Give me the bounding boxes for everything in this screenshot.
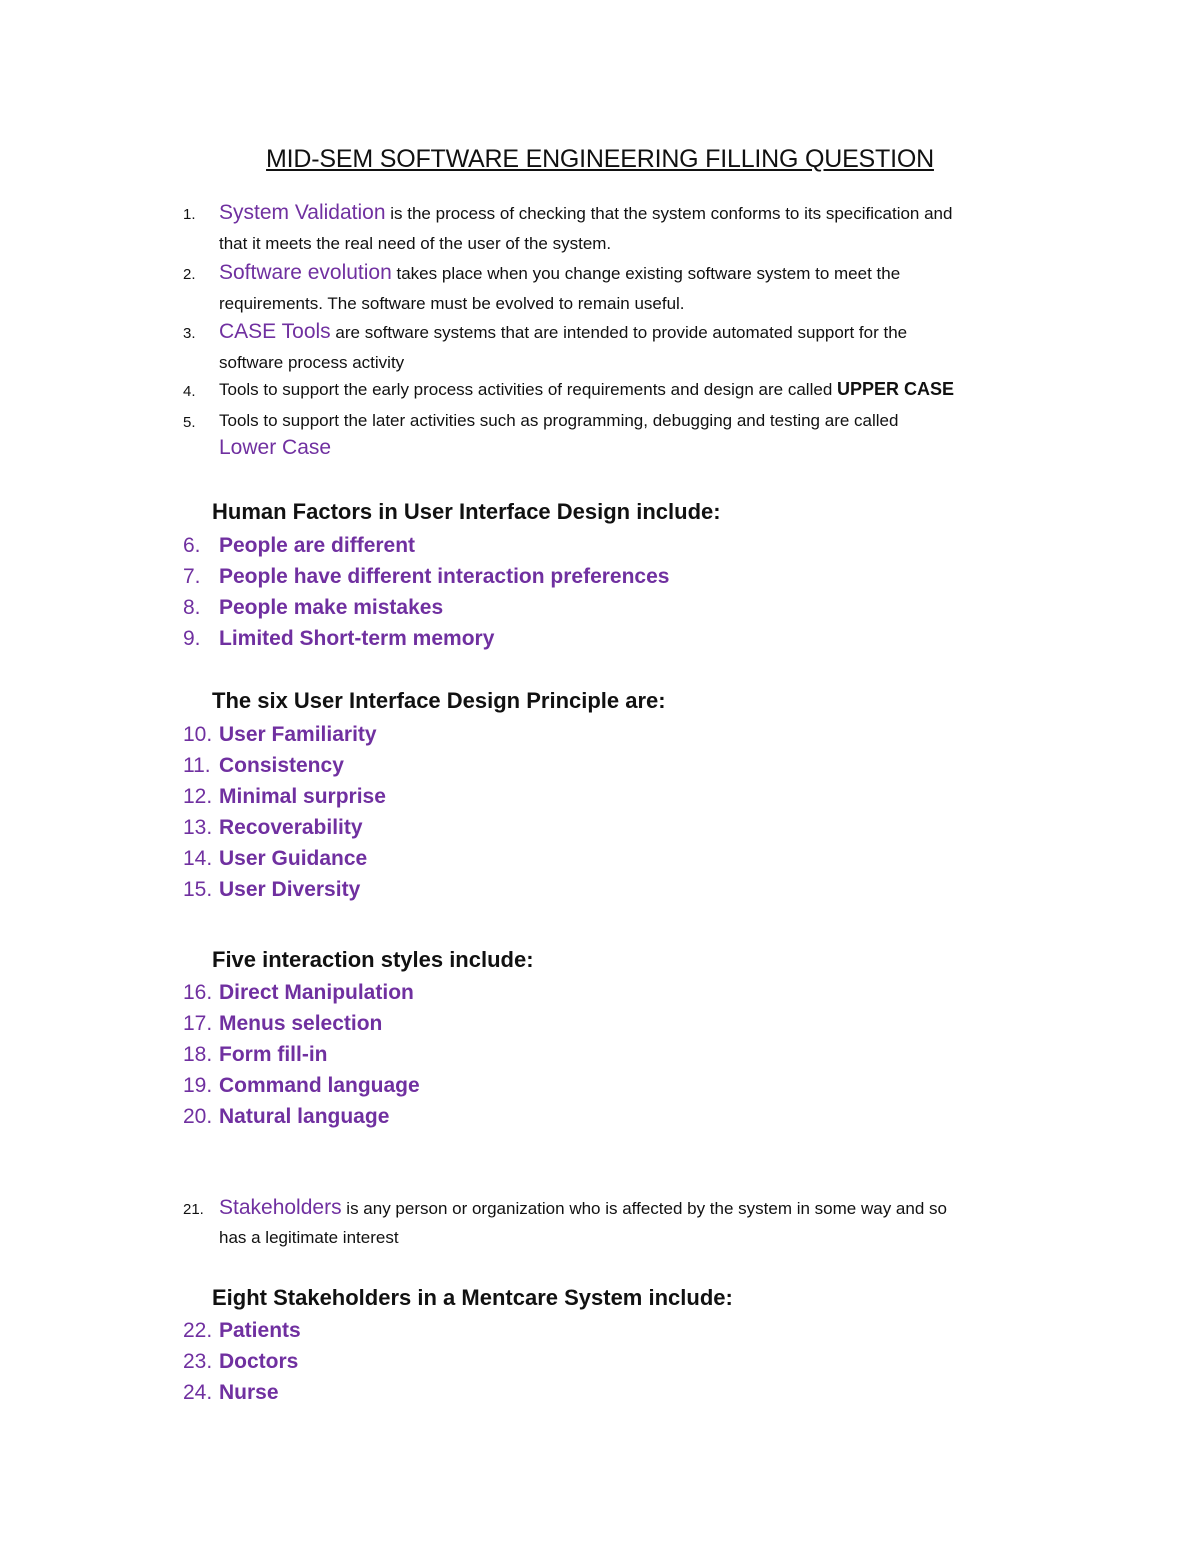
list-item: [183, 1316, 301, 1346]
item-label: Form fill-in: [219, 1043, 328, 1066]
section-heading: Five interaction styles include:: [212, 947, 534, 972]
item-label: User Diversity: [219, 878, 361, 901]
item-label: People are different: [219, 534, 416, 557]
item-line-1: [219, 258, 1063, 288]
item-label: Recoverability: [219, 816, 363, 839]
section-heading: Eight Stakeholders in a Mentcare System include:: [212, 1285, 733, 1310]
bold-term: UPPER CASE: [837, 379, 955, 399]
item-label: Menus selection: [219, 1012, 383, 1035]
item-label: Minimal surprise: [219, 785, 386, 808]
list-item: [183, 782, 386, 812]
list-item: [183, 813, 363, 843]
item-number: 2.: [183, 266, 196, 283]
item-number: 5.: [183, 414, 196, 431]
item-line-2: [219, 436, 1063, 460]
keyword: Stakeholders: [219, 1196, 342, 1219]
item-text: are software systems that are intended to provide automated support for the: [330, 323, 908, 342]
item-label: Natural language: [219, 1105, 390, 1128]
item-label: Command language: [219, 1074, 420, 1097]
item-label: Consistency: [219, 754, 344, 777]
item-number: 18.: [183, 1043, 213, 1066]
item-label: Doctors: [219, 1350, 299, 1373]
list-item: [183, 844, 367, 874]
item-number: 11.: [183, 754, 211, 777]
item-number: 9.: [183, 627, 201, 650]
item-number: 8.: [183, 596, 201, 619]
item-number: 20.: [183, 1105, 213, 1128]
list-item: [183, 562, 669, 592]
section-heading: Human Factors in User Interface Design include:: [212, 499, 721, 524]
item-number: 17.: [183, 1012, 213, 1035]
item-label: Direct Manipulation: [219, 981, 414, 1004]
item-line-1: [219, 375, 1063, 404]
list-item: [183, 751, 344, 781]
list-item: [183, 406, 1063, 468]
item-label: Nurse: [219, 1381, 279, 1404]
list-item: [183, 1378, 279, 1408]
list-item: [183, 1102, 389, 1132]
keyword: CASE Tools: [219, 320, 331, 343]
item-number: 21.: [183, 1201, 204, 1218]
list-item: [183, 624, 494, 654]
list-item: [183, 875, 360, 905]
item-number: 14.: [183, 847, 213, 870]
keyword: Lower Case: [219, 436, 332, 459]
item-text: is the process of checking that the system conforms to its specification and: [385, 204, 953, 223]
item-text: takes place when you change existing software system to meet the: [391, 264, 901, 283]
item-number: 1.: [183, 206, 196, 223]
item-number: 23.: [183, 1350, 213, 1373]
list-item: [183, 1193, 1063, 1253]
list-item: [183, 531, 415, 561]
item-label: Patients: [219, 1319, 301, 1342]
list-item: [183, 1009, 382, 1039]
list-item: [183, 1347, 298, 1377]
item-label: User Familiarity: [219, 723, 377, 746]
item-text: is any person or organization who is affected by the system in some way and so: [341, 1199, 947, 1218]
item-label: People have different interaction preferences: [219, 565, 670, 588]
item-line-2: that it meets the real need of the user of the system.: [219, 234, 612, 253]
list-item: [183, 1040, 328, 1070]
item-number: 6.: [183, 534, 201, 557]
keyword: System Validation: [219, 201, 386, 224]
item-label: User Guidance: [219, 847, 368, 870]
item-number: 19.: [183, 1074, 213, 1097]
item-number: 7.: [183, 565, 201, 588]
item-line-2: has a legitimate interest: [219, 1228, 399, 1247]
item-number: 24.: [183, 1381, 213, 1404]
item-number: 3.: [183, 325, 196, 342]
list-item: [183, 593, 443, 623]
list-item: [183, 198, 1063, 258]
list-item: [183, 258, 1063, 318]
list-item: [183, 375, 1063, 405]
item-label: People make mistakes: [219, 596, 444, 619]
list-item: [183, 1071, 420, 1101]
item-line-1: [219, 317, 1063, 347]
page-title: MID-SEM SOFTWARE ENGINEERING FILLING QUESTION: [266, 145, 934, 173]
section-heading: The six User Interface Design Principle are:: [212, 688, 666, 713]
list-item: [183, 720, 377, 750]
item-line-1: [219, 198, 1063, 228]
item-number: 16.: [183, 981, 213, 1004]
item-label: Limited Short-term memory: [219, 627, 495, 650]
item-number: 13.: [183, 816, 213, 839]
list-item: [183, 317, 1063, 377]
item-text: Tools to support the early process activities of requirements and design are called: [219, 380, 837, 399]
item-number: 22.: [183, 1319, 213, 1342]
list-item: [183, 978, 414, 1008]
item-line-2: requirements. The software must be evolved to remain useful.: [219, 294, 685, 313]
item-number: 12.: [183, 785, 213, 808]
item-number: 4.: [183, 383, 196, 400]
item-line-1: [219, 1193, 1063, 1223]
item-number: 10.: [183, 723, 213, 746]
item-line-1: Tools to support the later activities such as programming, debugging and testing are called: [219, 411, 899, 430]
item-line-2: software process activity: [219, 353, 405, 372]
keyword: Software evolution: [219, 261, 392, 284]
item-number: 15.: [183, 878, 213, 901]
